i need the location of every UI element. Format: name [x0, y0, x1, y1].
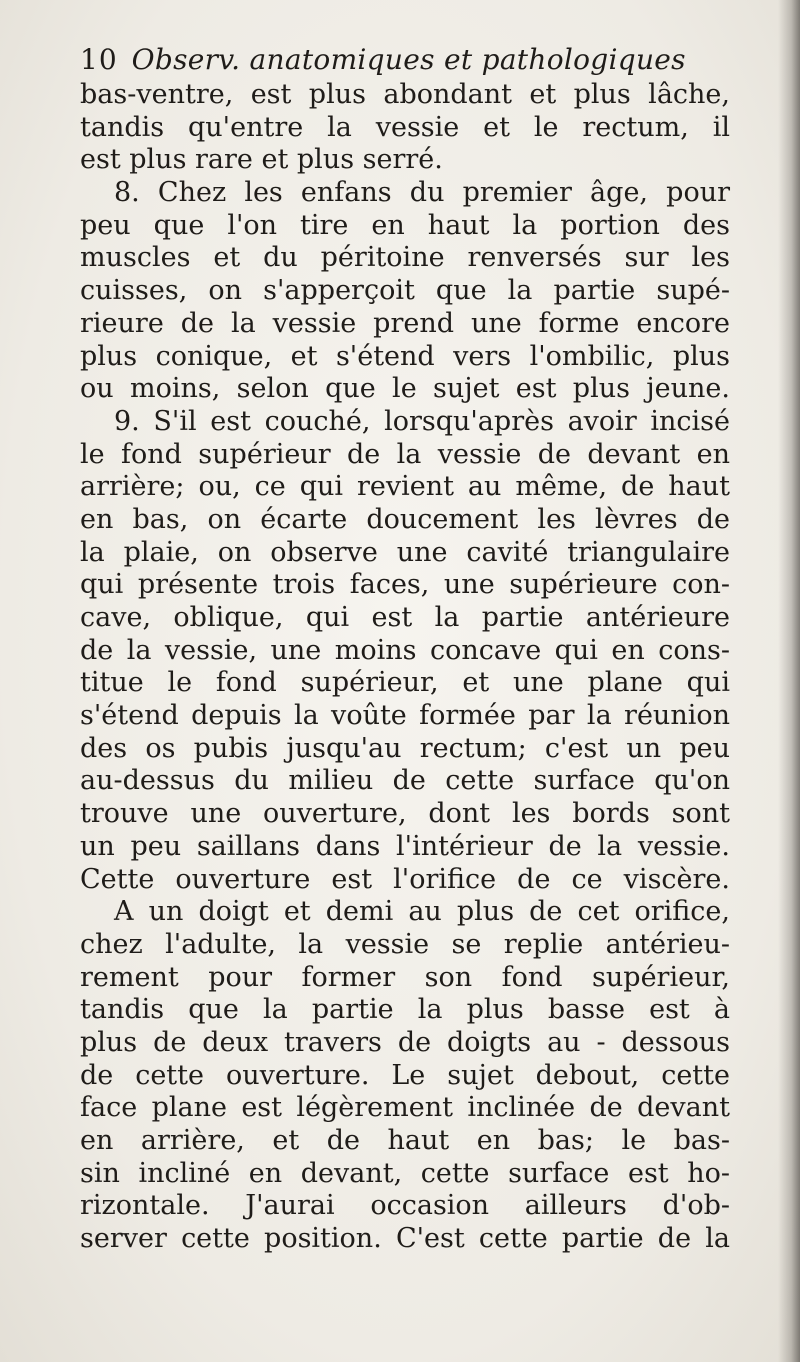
- text-line: le fond supérieur de la vessie de devant en: [80, 438, 730, 470]
- page-number: 10: [80, 43, 118, 76]
- text-line: en arrière, et de haut en bas; le bas-: [80, 1125, 730, 1156]
- text-line: tandis qu'entre la vessie et le rectum, il: [80, 111, 730, 143]
- text-line: en bas, on écarte doucement les lèvres de: [80, 503, 730, 535]
- text-line: trouve une ouverture, dont les bords sont: [80, 798, 730, 830]
- text-line: qui présente trois faces, une supérieure con-: [80, 569, 730, 601]
- text-line: muscles et du péritoine renversés sur les: [80, 242, 730, 274]
- text-line: titue le fond supérieur, et une plane qui: [80, 667, 730, 699]
- paragraph-start-line: 8. Chez les enfans du premier âge, pour: [114, 177, 730, 209]
- text-line: rement pour former son fond supérieur,: [80, 961, 730, 993]
- text-line: face plane est légèrement inclinée de devant: [80, 1092, 730, 1124]
- page-edge-shadow: [778, 0, 800, 1362]
- text-line: de cette ouverture. Le sujet debout, cette: [80, 1059, 730, 1091]
- text-line: s'étend depuis la voûte formée par la réunion: [80, 700, 730, 732]
- text-line: cave, oblique, qui est la partie antérieure: [80, 602, 730, 633]
- page-header: [80, 40, 686, 80]
- text-line: la plaie, on observe une cavité triangulaire: [80, 536, 730, 568]
- text-line: au-dessus du milieu de cette surface qu'on: [80, 765, 730, 797]
- text-line: tandis que la partie la plus basse est à: [80, 994, 730, 1026]
- text-line: Cette ouverture est l'orifice de ce viscère.: [80, 863, 730, 895]
- body-text: [80, 79, 730, 1256]
- text-line: un peu saillans dans l'intérieur de la vessie.: [80, 830, 730, 862]
- text-line: server cette position. C'est cette partie de la: [80, 1223, 730, 1255]
- text-line: est plus rare et plus serré.: [80, 144, 443, 176]
- text-line: rizontale. J'aurai occasion ailleurs d'ob-: [80, 1190, 730, 1222]
- text-line: chez l'adulte, la vessie se replie antérieu-: [80, 928, 730, 960]
- text-line: ou moins, selon que le sujet est plus jeune.: [80, 373, 730, 405]
- text-line: bas-ventre, est plus abondant et plus lâche,: [80, 79, 730, 110]
- text-line: rieure de la vessie prend une forme encore: [80, 307, 730, 339]
- text-line: sin incliné en devant, cette surface est ho-: [80, 1157, 730, 1189]
- text-line: arrière; ou, ce qui revient au même, de haut: [80, 471, 730, 503]
- text-line: plus de deux travers de doigts au - dessous: [80, 1026, 730, 1058]
- running-title: Observ. anatomiques et pathologiques: [131, 43, 686, 76]
- text-line: des os pubis jusqu'au rectum; c'est un peu: [80, 732, 730, 764]
- text-line: peu que l'on tire en haut la portion des: [80, 209, 730, 241]
- paragraph-start-line: A un doigt et demi au plus de cet orifice,: [114, 896, 730, 928]
- text-line: de la vessie, une moins concave qui en cons-: [80, 634, 730, 666]
- text-line: plus conique, et s'étend vers l'ombilic, plus: [80, 340, 730, 372]
- paragraph-start-line: 9. S'il est couché, lorsqu'après avoir incisé: [114, 405, 730, 437]
- text-line: cuisses, on s'apperçoit que la partie supé-: [80, 275, 730, 307]
